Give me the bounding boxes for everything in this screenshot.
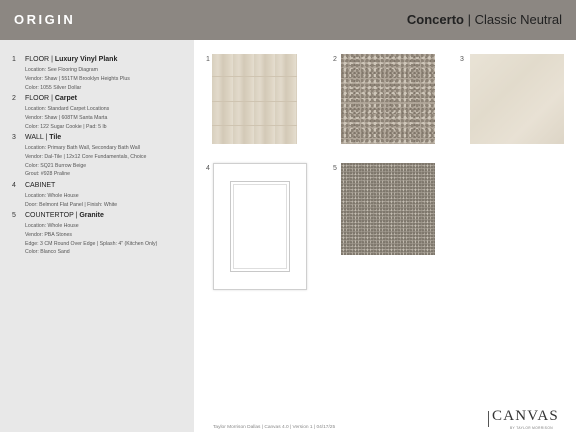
- wall-tile-swatch: [470, 54, 564, 144]
- spec-line: Location: See Flooring Diagram: [25, 67, 98, 73]
- spec-line: Color: 122 Sugar Cookie | Pad: 5 lb: [25, 123, 107, 130]
- spec-separator: |: [49, 95, 55, 102]
- spec-title: [25, 182, 55, 189]
- header-bar: [0, 0, 576, 40]
- spec-line: Location: Primary Bath Wall, Secondary Bath Wall: [25, 145, 140, 151]
- spec-title: [25, 212, 104, 219]
- spec-category: CABINET: [25, 182, 56, 189]
- cabinet-door-swatch: [213, 163, 307, 290]
- logo-word: CANVAS: [492, 408, 559, 424]
- spec-line: Color: 1055 Silver Dollar: [25, 84, 82, 91]
- spec-category: WALL: [25, 134, 44, 141]
- spec-line: Vendor: Shaw | 608TM Santa Marta: [25, 114, 108, 121]
- cabinet-door-panel: [230, 181, 290, 272]
- spec-line: Location: Whole House: [25, 193, 79, 199]
- tile-number: 4: [206, 165, 210, 172]
- spec-number: 2: [12, 95, 16, 102]
- collection-name: Concerto: [406, 12, 464, 27]
- spec-material: Carpet: [54, 95, 78, 102]
- spec-line: Location: Whole House: [25, 223, 79, 229]
- spec-line: Color: Blanco Sand: [25, 249, 70, 256]
- spec-line: Edge: 3 CM Round Over Edge | Splash: 4" (Kitchen Only): [25, 240, 158, 247]
- spec-number: 3: [12, 134, 16, 141]
- brand-title: ORIGIN: [14, 12, 76, 27]
- tile-number: 2: [333, 56, 337, 63]
- spec-title: [25, 134, 61, 141]
- spec-line: Vendor: PBA Stones: [25, 231, 73, 238]
- spec-line: Door: Belmont Flat Panel | Finish: White: [25, 201, 118, 208]
- collection-style: Classic Neutral: [474, 12, 562, 27]
- spec-line: Color: SQ21 Burrow Beige: [25, 162, 87, 169]
- spec-separator: |: [43, 134, 50, 141]
- luxury-vinyl-plank-swatch: [212, 54, 297, 144]
- collection-separator: |: [463, 12, 475, 27]
- spec-separator: |: [73, 212, 80, 219]
- spec-title: [25, 56, 117, 63]
- spec-separator: |: [49, 56, 55, 63]
- canvas-logo: [488, 408, 562, 432]
- collection-title: [407, 12, 562, 27]
- spec-material: Luxury Vinyl Plank: [54, 56, 118, 63]
- spec-number: 5: [12, 212, 16, 219]
- spec-material: Tile: [49, 134, 62, 141]
- spec-line: Vendor: Dal-Tile | 12x12 Core Fundamentals, Choice: [25, 153, 147, 160]
- spec-material: Granite: [79, 212, 104, 219]
- tile-number: 5: [333, 165, 337, 172]
- spec-title: [25, 95, 77, 102]
- granite-countertop-swatch: [341, 163, 435, 255]
- spec-category: FLOOR: [25, 56, 50, 63]
- spec-line: Grout: #928 Praline: [25, 171, 70, 178]
- spec-category: FLOOR: [25, 95, 50, 102]
- carpet-swatch: [341, 54, 435, 144]
- footer-version-text: Taylor Morrison Dallas | Canvas 4.0 | Version 1 | 04/17/25: [213, 425, 336, 430]
- spec-number: 1: [12, 56, 16, 63]
- spec-line: Location: Standard Carpet Locations: [25, 106, 110, 112]
- tile-number: 1: [206, 56, 210, 63]
- spec-line: Vendor: Shaw | 551TM Brooklyn Heights Plus: [25, 75, 130, 82]
- tile-number: 3: [460, 56, 464, 63]
- spec-sidebar: [0, 40, 194, 432]
- spec-category: COUNTERTOP: [25, 212, 74, 219]
- logo-subtitle: BY TAYLOR MORRISON: [510, 426, 553, 430]
- spec-number: 4: [12, 182, 16, 189]
